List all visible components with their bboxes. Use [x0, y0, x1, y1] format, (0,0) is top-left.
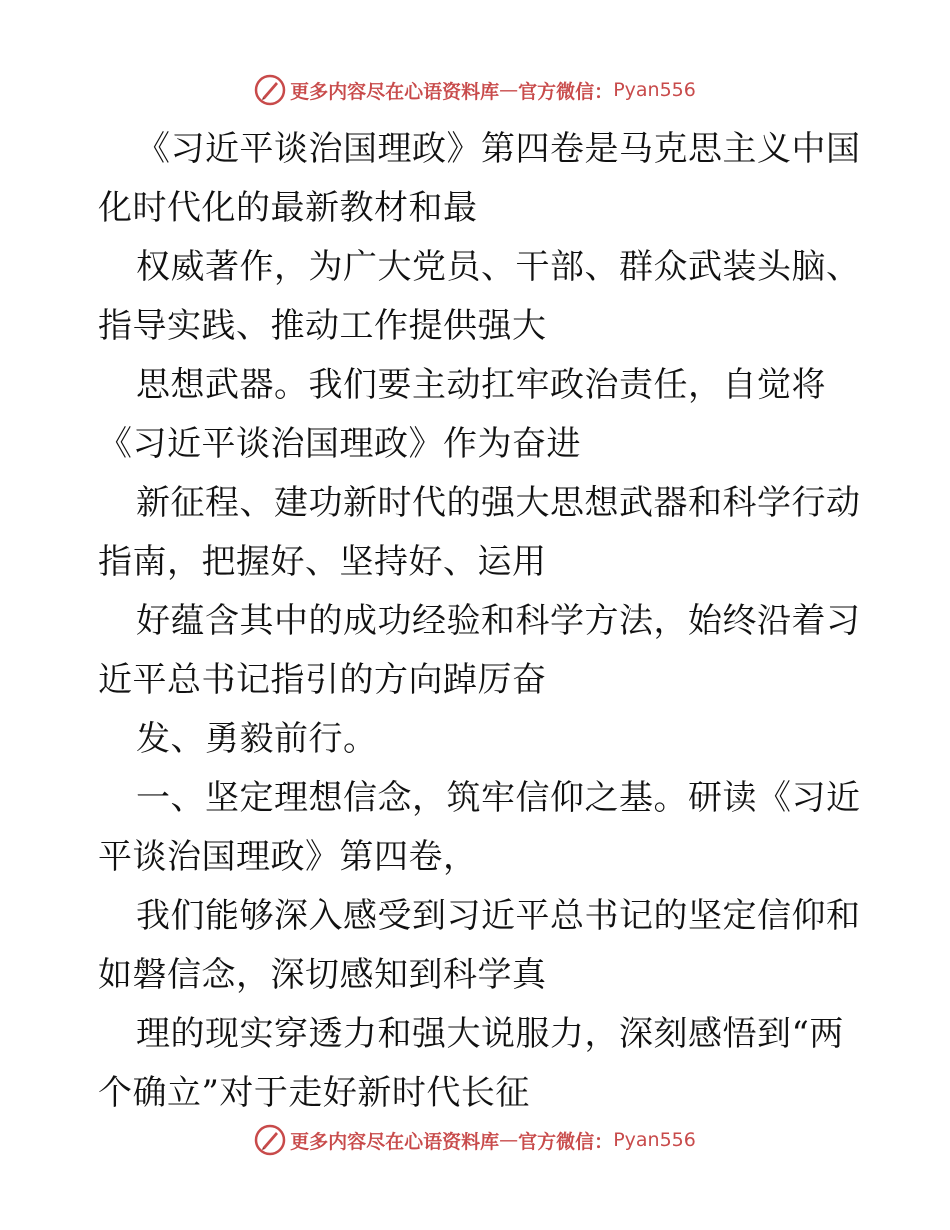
header-banner-separator: —	[499, 79, 519, 101]
text-line: 指南，把握好、坚持好、运用	[98, 542, 547, 582]
text-line: 如磐信念，深切感知到科学真	[98, 955, 547, 995]
text-line: 思想武器。我们要主动扛牢政治责任，自觉将	[136, 365, 826, 405]
footer-banner-separator: —	[499, 1129, 519, 1151]
text-line: 发、勇毅前行。	[136, 719, 378, 759]
header-banner	[0, 70, 950, 110]
text-line: 新征程、建功新时代的强大思想武器和科学行动	[136, 483, 861, 523]
text-line: 指导实践、推动工作提供强大	[98, 306, 547, 346]
text-line: 理的现实穿透力和强大说服力，深刻感悟到“两	[136, 1014, 844, 1054]
document-body	[98, 120, 861, 1123]
text-line: 《习近平谈治国理政》第四卷是马克思主义中国	[136, 129, 861, 169]
header-banner-contact-id: Pyan556	[613, 79, 696, 101]
header-banner-text: 更多内容尽在心语资料库	[290, 80, 500, 103]
text-line: 《习近平谈治国理政》作为奋进	[98, 424, 581, 464]
footer-banner-text: 更多内容尽在心语资料库	[290, 1130, 500, 1153]
text-line: 平谈治国理政》第四卷，	[98, 837, 478, 877]
text-line: 一、坚定理想信念，筑牢信仰之基。研读《习近	[136, 778, 861, 818]
footer-banner-contact-label: 官方微信：	[518, 1130, 614, 1153]
text-line: 个确立”对于走好新时代长征	[98, 1073, 530, 1113]
quill-logo-icon	[254, 1124, 286, 1156]
text-line: 权威著作，为广大党员、干部、群众武装头脑、	[136, 247, 861, 287]
footer-banner-contact-id: Pyan556	[613, 1129, 696, 1151]
text-line: 化时代化的最新教材和最	[98, 188, 478, 228]
text-line: 好蕴含其中的成功经验和科学方法，始终沿着习	[136, 601, 861, 641]
text-line: 近平总书记指引的方向踔厉奋	[98, 660, 547, 700]
text-line: 我们能够深入感受到习近平总书记的坚定信仰和	[136, 896, 861, 936]
header-banner-contact-label: 官方微信：	[518, 80, 614, 103]
footer-banner	[0, 1120, 950, 1160]
quill-logo-icon	[254, 74, 286, 106]
